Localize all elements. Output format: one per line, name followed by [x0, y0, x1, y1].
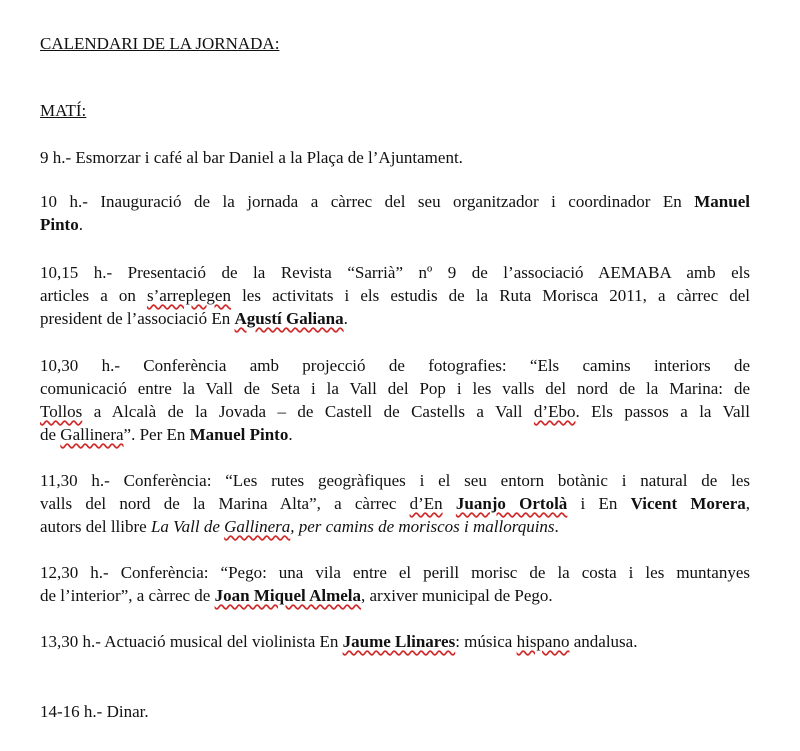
entry-text: a Alcalà de la Jovada – de Castell de Castells a Vall	[82, 402, 534, 421]
entry-text: 10 h.- Inauguració de la jornada a càrrec del seu organitzador i coordinador En	[40, 192, 695, 211]
entry-text: valls del nord de la Marina Alta”, a càrrec	[40, 494, 410, 513]
person-name: Joan Miquel Almela	[214, 586, 362, 605]
misspelled-word: Gallinera	[224, 517, 291, 536]
schedule-item-routes-conference	[40, 469, 750, 538]
calendar-heading: CALENDARI DE LA JORNADA:	[40, 34, 280, 53]
person-name: Manuel	[694, 192, 750, 211]
entry-line	[40, 284, 750, 307]
entry-line: 11,30 h.- Conferència: “Les rutes geogràfiques i el seu entorn botànic i natural de les	[40, 471, 750, 490]
misspelled-word: d’Ebo	[533, 402, 576, 421]
entry-line	[40, 515, 750, 538]
morning-heading: MATÍ:	[40, 101, 87, 120]
entry-text: .	[78, 215, 83, 234]
entry-line	[40, 492, 750, 515]
entry-text: ,	[745, 494, 750, 513]
entry-text	[443, 494, 456, 513]
entry-text: articles a on	[40, 286, 147, 305]
entry-text: de l’interior”, a càrrec de	[40, 586, 215, 605]
schedule-item-pego-conference	[40, 561, 750, 607]
entry-text: i En	[567, 494, 631, 513]
entry-line: 14-16 h.- Dinar.	[40, 702, 149, 721]
misspelled-word: hispano	[516, 632, 570, 651]
entry-text: .	[343, 309, 348, 328]
entry-line	[40, 584, 750, 607]
schedule-item-photo-conference	[40, 354, 750, 446]
entry-line	[40, 423, 750, 446]
entry-text: ”. Per En	[123, 425, 190, 444]
entry-line	[40, 213, 750, 236]
person-name: Jaume Llinares	[342, 632, 456, 651]
schedule-item-music	[40, 630, 750, 653]
entry-line: 9 h.- Esmorzar i café al bar Daniel a la Plaça de l’Ajuntament.	[40, 148, 463, 167]
entry-text: : música	[455, 632, 517, 651]
entry-text: .	[288, 425, 293, 444]
entry-text: .	[554, 517, 559, 536]
entry-text: de	[40, 425, 61, 444]
misspelled-word: Gallinera	[60, 425, 124, 444]
misspelled-word: s’arreplegen	[146, 286, 231, 305]
entry-line: 10,15 h.- Presentació de la Revista “Sarrià” nº 9 de l’associació AEMABA amb els	[40, 263, 750, 282]
entry-text: president de l’associació En	[40, 309, 235, 328]
entry-line	[40, 307, 750, 330]
schedule-item-lunch	[40, 700, 750, 723]
entry-line	[40, 630, 750, 653]
entry-text: autors del llibre	[40, 517, 151, 536]
entry-text: les activitats i els estudis de la Ruta Morisca 2011, a càrrec del	[230, 286, 750, 305]
book-title: La Vall de	[150, 517, 225, 536]
schedule-item-magazine	[40, 261, 750, 330]
entry-text: 13,30 h.- Actuació musical del violinista En	[40, 632, 343, 651]
entry-text: . Els passos a la Vall	[575, 402, 750, 421]
entry-line	[40, 400, 750, 423]
entry-line: comunicació entre la Vall de Seta i la Vall del Pop i les valls del nord de la Marina: de	[40, 379, 750, 398]
book-title: , per camins de moriscos i mallorquins	[290, 517, 555, 536]
person-name: Manuel Pinto	[189, 425, 289, 444]
entry-line	[40, 190, 750, 213]
entry-line: 10,30 h.- Conferència amb projecció de fotografies: “Els camins interiors de	[40, 356, 750, 375]
person-name: Juanjo Ortolà	[455, 494, 568, 513]
entry-line: 12,30 h.- Conferència: “Pego: una vila entre el perill morisc de la costa i les muntanyes	[40, 563, 750, 582]
schedule-item-breakfast	[40, 146, 750, 169]
person-name: Pinto	[40, 215, 79, 234]
entry-text: andalusa.	[569, 632, 638, 651]
misspelled-word: d’En	[409, 494, 443, 513]
person-name: Agustí Galiana	[234, 309, 344, 328]
person-name: Vicent Morera	[630, 494, 746, 513]
entry-text: , arxiver municipal de Pego.	[361, 586, 553, 605]
schedule-item-inauguration	[40, 190, 750, 236]
misspelled-word: Tollos	[40, 402, 83, 421]
